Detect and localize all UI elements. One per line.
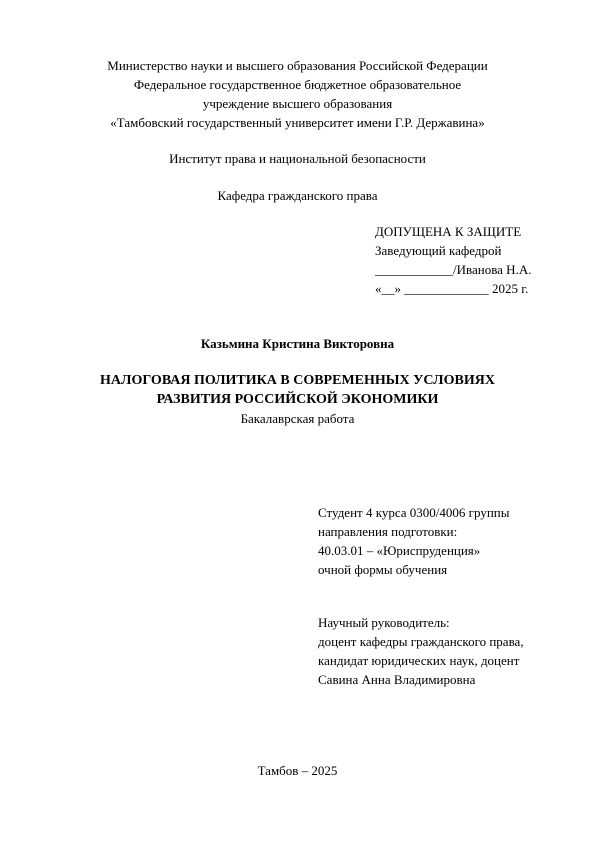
institute-name: Институт права и национальной безопасности — [169, 151, 426, 166]
thesis-title-line-1: НАЛОГОВАЯ ПОЛИТИКА В СОВРЕМЕННЫХ УСЛОВИЯХ — [100, 373, 495, 388]
header-line-institution-type: Федеральное государственное бюджетное образовательное — [133, 77, 462, 92]
supervisor-name: Савина Анна Владимировна — [318, 672, 476, 687]
header-line-university-name: «Тамбовский государственный университет имени Г.Р. Державина» — [110, 115, 485, 130]
student-course-group: Студент 4 курса 0300/4006 группы — [318, 505, 510, 520]
header-line-education-level: учреждение высшего образования — [202, 96, 393, 111]
ministry-header — [0, 56, 595, 132]
student-direction-code: 40.03.01 – «Юриспруденция» — [318, 543, 481, 558]
author-name: Казьмина Кристина Викторовна — [200, 336, 395, 351]
supervisor-position: доцент кафедры гражданского права, — [318, 634, 524, 649]
supervisor-label: Научный руководитель: — [318, 615, 450, 630]
thesis-title-line-2: РАЗВИТИЯ РОССИЙСКОЙ ЭКОНОМИКИ — [156, 392, 439, 407]
thesis-title-block — [0, 371, 595, 428]
work-type: Бакалаврская работа — [240, 411, 355, 426]
header-line-ministry: Министерство науки и высшего образования Российской Федерации — [107, 58, 488, 73]
student-direction-label: направления подготовки: — [318, 524, 458, 539]
student-info-block — [318, 503, 509, 579]
supervisor-degree: кандидат юридических наук, доцент — [318, 653, 520, 668]
approval-head-title: Заведующий кафедрой — [375, 243, 502, 258]
student-study-form: очной формы обучения — [318, 562, 448, 577]
department-name: Кафедра гражданского права — [217, 188, 378, 203]
approval-date-line: «__» _____________ 2025 г. — [375, 281, 529, 296]
city-year-footer: Тамбов – 2025 — [257, 763, 338, 778]
approval-signature-line: ____________/Иванова Н.А. — [375, 262, 532, 277]
approval-heading: ДОПУЩЕНА К ЗАЩИТЕ — [375, 224, 522, 239]
approval-block — [375, 222, 531, 298]
supervisor-info-block — [318, 613, 524, 689]
